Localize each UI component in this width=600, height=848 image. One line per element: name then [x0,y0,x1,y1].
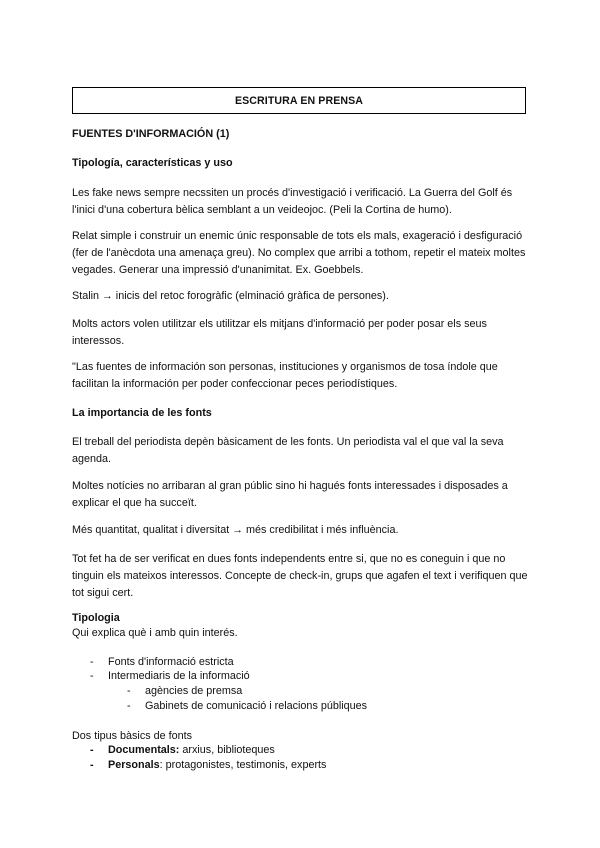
paragraph-fake-news: Les fake news sempre necssiten un procés d'investigació i verificació. La Guerra del Golf és l'inici d'una cobertura bèlica semblant a un veideojoc. (Peli la Cortina de humo). [72,187,513,217]
list-item-fonts-estricta: Fonts d'informació estricta [108,656,234,668]
list-item-label: Documentals: [108,744,180,756]
document-title-box [72,87,526,114]
list-item-personals [108,758,326,773]
list-item-documentals [108,743,275,758]
sublist-bullet: - [127,685,131,697]
document-title: ESCRITURA EN PRENSA [234,94,364,107]
paragraph-stalin: Stalin → inicis del retoc forogràfic (elminació gràfica de persones). [72,290,389,302]
list-item-label: Personals [108,759,160,771]
dos-tipus-heading: Dos tipus bàsics de fonts [72,730,193,742]
sublist-item-agencies: agències de premsa [145,685,243,697]
paragraph-quantitat: Més quantitat, qualitat i diversitat → més credibilitat i més influència. [72,524,399,536]
list-bullet: - [90,744,94,756]
subheading-tipologia-caracteristicas: Tipología, características y uso [72,157,233,169]
subheading-importancia: La importancia de les fonts [72,407,212,419]
list-bullet: - [90,759,94,771]
sublist-item-gabinets: Gabinets de comunicació i relacions públiques [145,700,368,712]
list-item-text: : protagonistes, testimonis, experts [159,759,327,771]
sublist-bullet: - [127,700,131,712]
paragraph-verificat: Tot fet ha de ser verificat en dues fonts independents entre si, que no es coneguin i que no tinguin els mateixos interessos. Concepte de check-in, grups que agafen el text i verifiquen que tot sigui cert. [72,553,528,600]
tipologia-intro: Qui explica què i amb quin interés. [72,627,238,639]
paragraph-relat-simple: Relat simple i construir un enemic únic responsable de tots els mals, exageració i desfiguració (fer de l'anècdota una amenaça greu). No complex que arribi a tothom, repetir el mateix moltes vegades. Generar una impressió d'unanimitat. Ex. Goebbels. [72,230,526,277]
paragraph-moltes-noticies: Moltes notícies no arribaran al gran públic sino hi hagués fonts interessades i disposades a explicar el que ha succeït. [72,480,508,510]
list-bullet: - [90,656,94,668]
list-item-intermediaris: Intermediaris de la informació [108,670,250,682]
list-bullet: - [90,670,94,682]
paragraph-actors: Molts actors volen utilitzar els utilitzar els mitjans d'informació per poder posar els seus interessos. [72,318,487,348]
section-heading: FUENTES D'INFORMACIÓN (1) [72,128,230,140]
paragraph-quote-fuentes: "Las fuentes de información son personas, instituciones y organismos de tosa índole que facilitan la información per poder confeccionar peces periodístiques. [72,361,498,391]
paragraph-treball: El treball del periodista depèn bàsicament de les fonts. Un periodista val el que val la seva agenda. [72,436,504,466]
list-item-text: arxius, biblioteques [179,744,275,756]
subheading-tipologia: Tipologia [72,612,120,624]
